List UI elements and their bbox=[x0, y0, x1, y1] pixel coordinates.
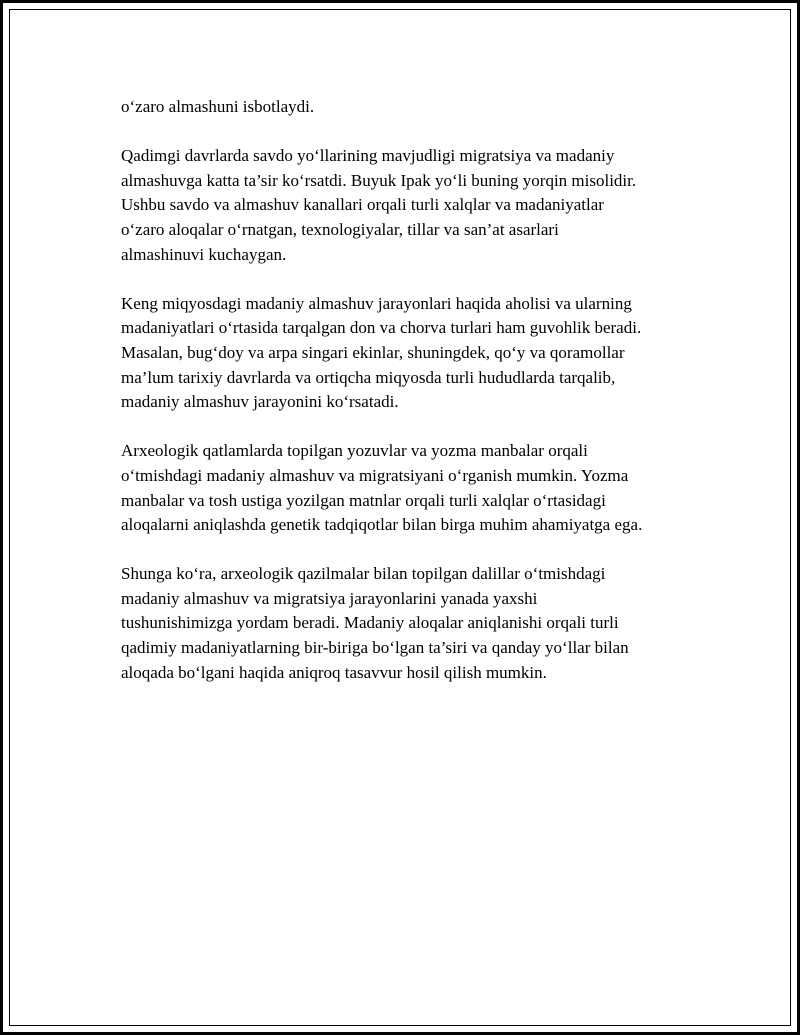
paragraph-3: Keng miqyosdagi madaniy almashuv jarayonlari haqida aholisi va ularning madaniyatlari o‘rtasida tarqalgan don va chorva turlari ham guvohlik beradi. Masalan, bug‘doy va arpa singari ekinlar, shuningdek, qo‘y va qoramollar ma’lum tarixiy davrlarda va ortiqcha miqyosda turli hududlarda tarqalib, madaniy almashuv jarayonini ko‘rsatadi. bbox=[121, 293, 642, 412]
paragraph-1: o‘zaro almashuni isbotlaydi. bbox=[121, 97, 315, 116]
paragraph-2: Qadimgi davrlarda savdo yo‘llarining mavjudligi migratsiya va madaniy almashuvga katta ta’sir ko‘rsatdi. Buyuk Ipak yo‘li buning yorqin misolidir. Ushbu savdo va almashuv kanallari orqali turli xalqlar va madaniyatlar o‘zaro aloqalar o‘rnatgan, texnologiyalar, tillar va san’at asarlari almashinuvi kuchaygan. bbox=[121, 146, 637, 264]
paragraph-5: Shunga ko‘ra, arxeologik qazilmalar bilan topilgan dalillar o‘tmishdagi madaniy almashuv va migratsiya jarayonlarini yanada yaxshi tushunishimizga yordam beradi. Madaniy aloqalar aniqlanishi orqali turli qadimiy madaniyatlarning bir-biriga bo‘lgan ta’siri va qanday yo‘llar bilan aloqada bo‘lgani haqida aniqroq tasavvur hosil qilish mumkin. bbox=[121, 564, 629, 682]
paragraph-4: Arxeologik qatlamlarda topilgan yozuvlar va yozma manbalar orqali o‘tmishdagi madaniy almashuv va migratsiyani o‘rganish mumkin. Yozma manbalar va tosh ustiga yozilgan matnlar orqali turli xalqlar o‘rtasidagi aloqalarni aniqlashda genetik tadqiqotlar bilan birga muhim ahamiyatga ega. bbox=[121, 441, 643, 535]
document-body bbox=[121, 95, 701, 710]
